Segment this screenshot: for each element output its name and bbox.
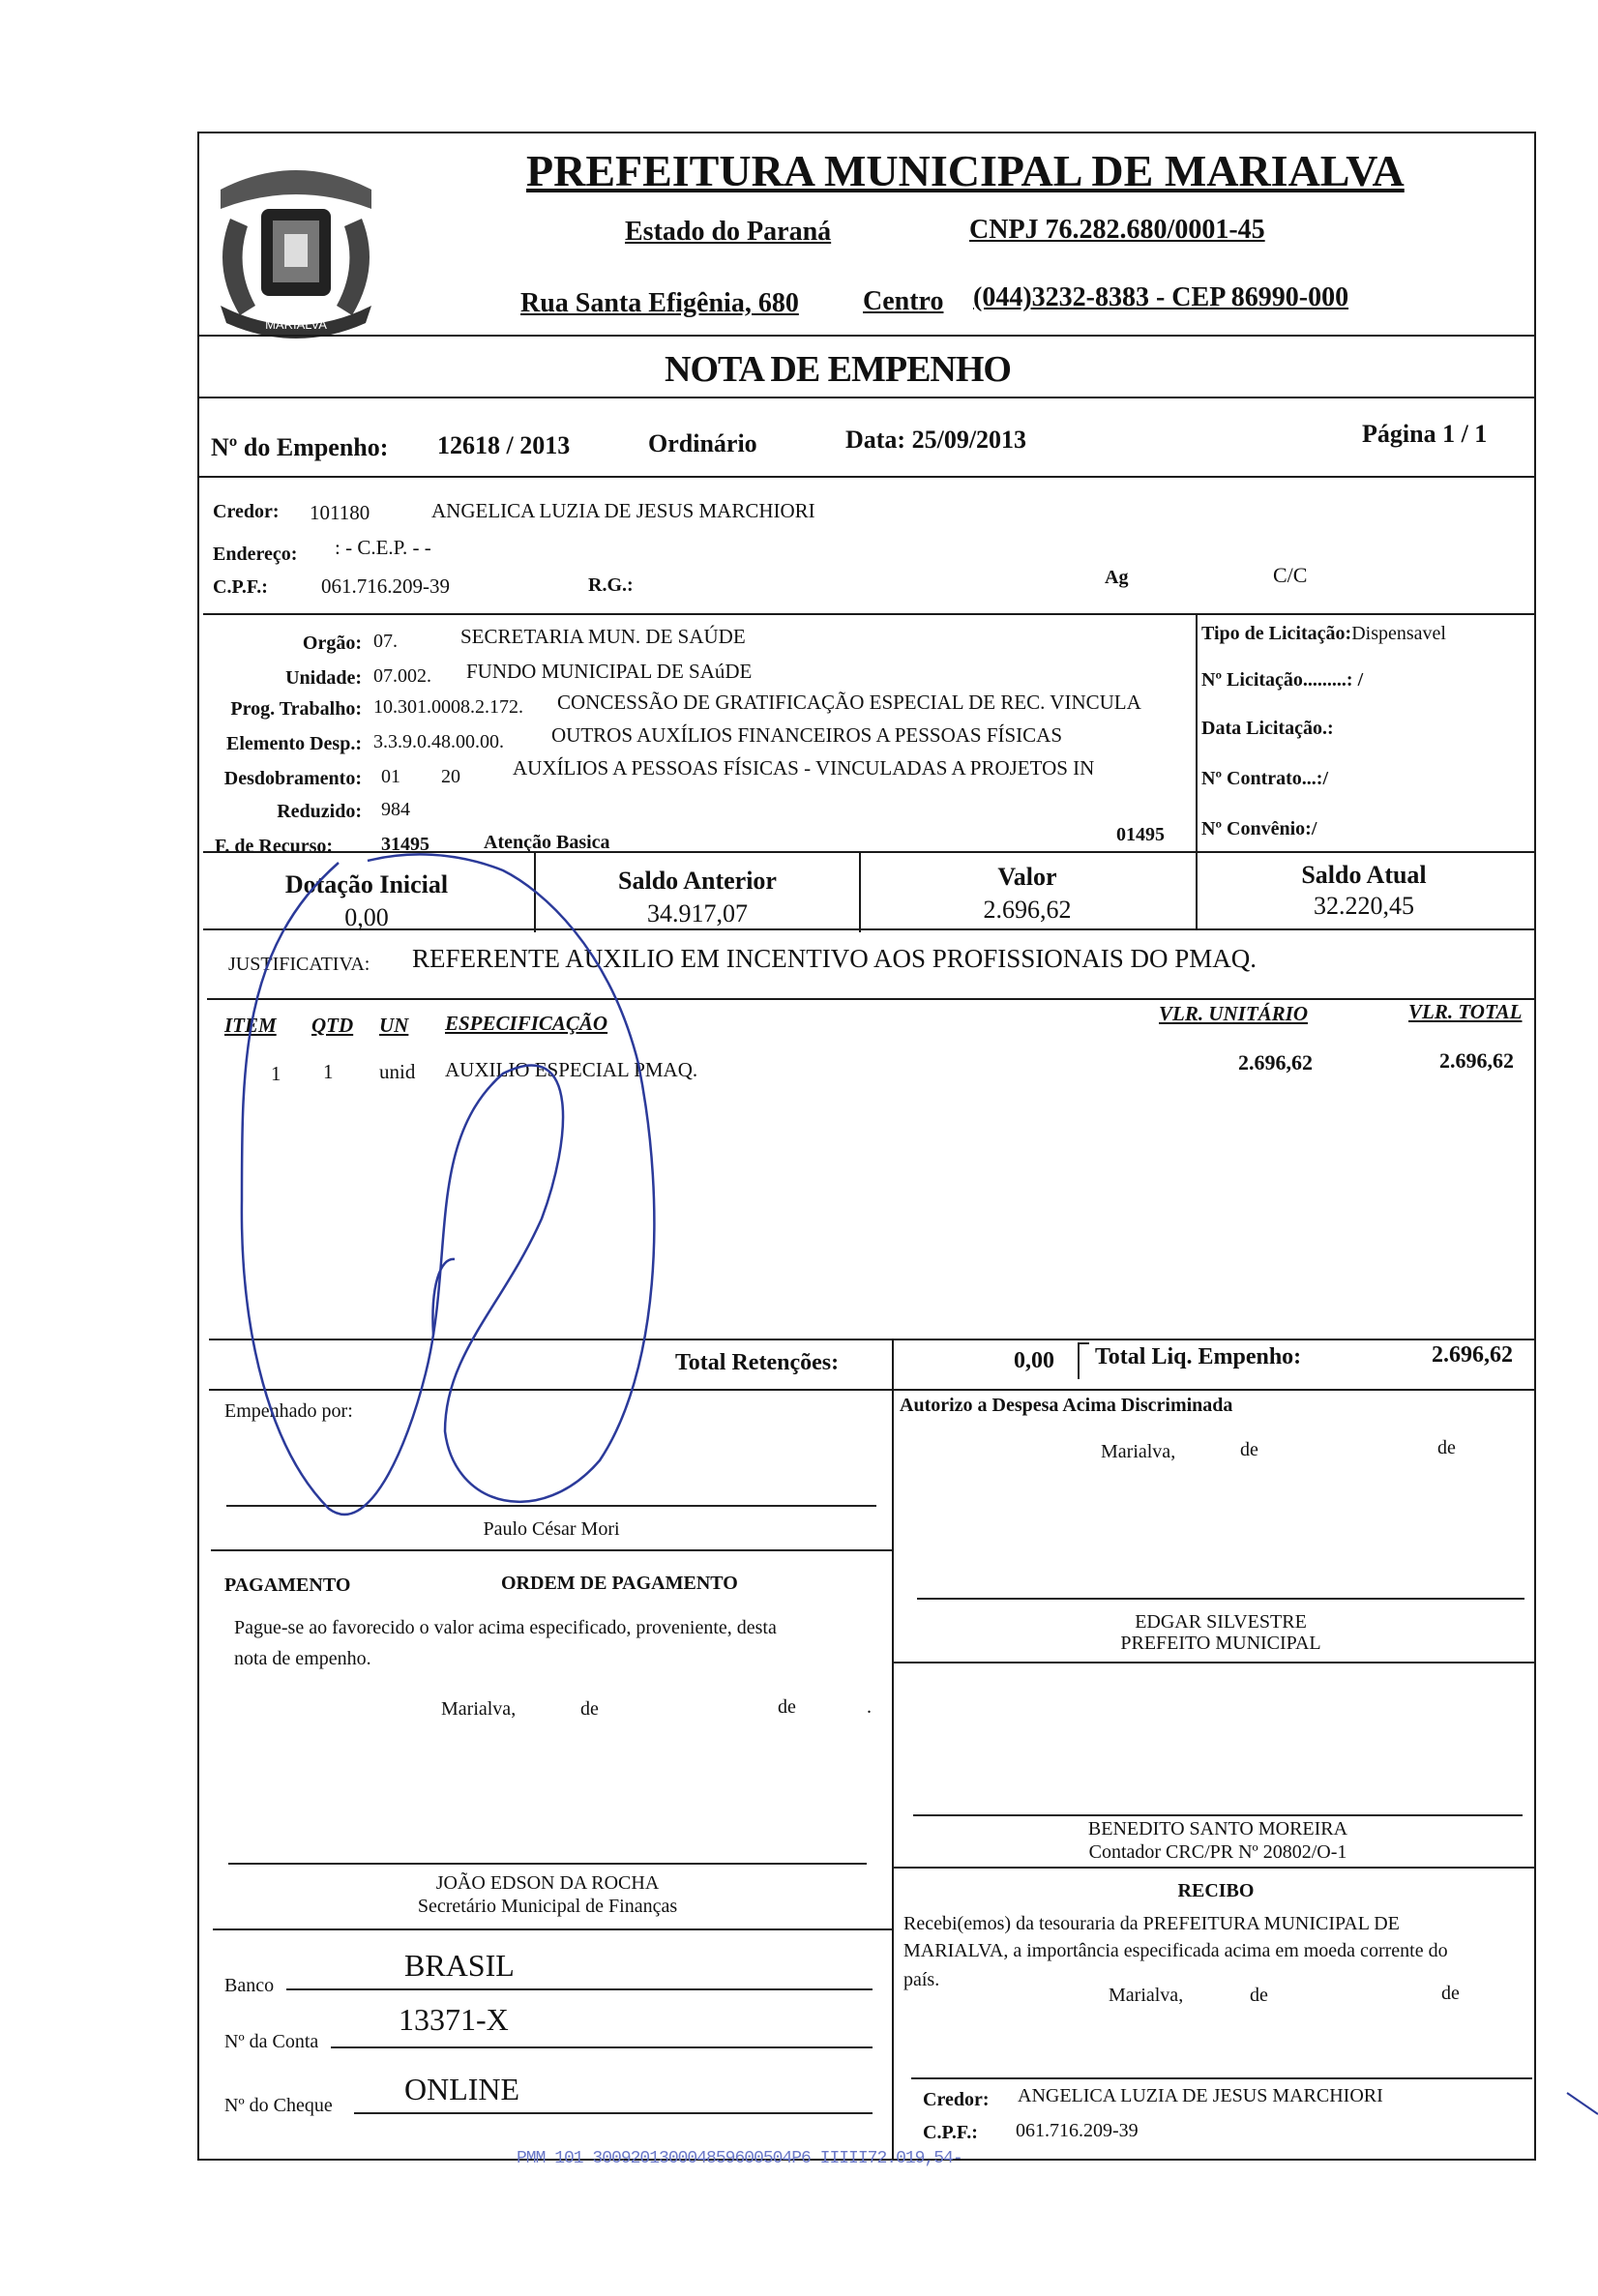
- recibo-de2: de: [1441, 1983, 1460, 2004]
- recibo-signature-line: [911, 2077, 1532, 2079]
- doc-title: NOTA DE EMPENHO: [665, 349, 1011, 390]
- row-item: 1: [271, 1062, 281, 1085]
- autorizo-divider: [892, 1662, 1536, 1663]
- autorizo-de2: de: [1437, 1437, 1456, 1458]
- dotacao-label: Dotação Inicial: [284, 870, 449, 898]
- orgao-name: SECRETARIA MUN. DE SAÚDE: [460, 625, 746, 648]
- header-state: Estado do Paraná: [625, 217, 832, 247]
- banco-label: Banco: [224, 1975, 275, 1996]
- credor-code: 101180: [310, 501, 370, 524]
- row-qtd: 1: [323, 1060, 334, 1083]
- liq-bracket-icon: [1078, 1342, 1089, 1379]
- data-licitacao: Data Licitação.:: [1201, 718, 1334, 739]
- pagamento-text1: Pague-se ao favorecido o valor acima especificado, proveniente, desta: [234, 1617, 777, 1638]
- autorizo-city: Marialva,: [1101, 1441, 1176, 1462]
- atual-label: Saldo Atual: [1301, 861, 1427, 889]
- numero-contrato: Nº Contrato...:/: [1201, 768, 1329, 789]
- empenhado-label: Empenhado por:: [224, 1400, 353, 1422]
- header-district: Centro: [863, 286, 944, 316]
- payment-stamp: PMM 101 300920130004859600504P6 IIIII72.019,54-: [517, 2149, 962, 2168]
- pagamento-divider: [213, 1928, 894, 1930]
- cheque-label: Nº do Cheque: [224, 2095, 333, 2116]
- desdob-name: AUXÍLIOS A PESSOAS FÍSICAS - VINCULADAS A PROJETOS IN: [513, 756, 1095, 780]
- tipo-licitacao-text: Tipo de Licitação:: [1201, 623, 1352, 644]
- liq-value: 2.696,62: [1432, 1342, 1513, 1368]
- desdob-label: Desdobramento:: [223, 768, 362, 789]
- crest-text: MARIALVA: [265, 317, 327, 332]
- rg-label: R.G.:: [588, 574, 634, 596]
- autorizo-title: Autorizo a Despesa Acima Discriminada: [900, 1395, 1233, 1416]
- row-un: unid: [379, 1060, 416, 1083]
- header-title: PREFEITURA MUNICIPAL DE MARIALVA: [526, 146, 1405, 195]
- header-cnpj: CNPJ 76.282.680/0001-45: [969, 215, 1265, 245]
- elemento-label: Elemento Desp.:: [226, 733, 362, 754]
- valor-value: 2.696,62: [983, 896, 1072, 924]
- contador-divider: [892, 1867, 1536, 1869]
- totals-divider: [892, 1339, 894, 1391]
- saldo-divider-1: [534, 851, 536, 932]
- recurso-value: 31495: [381, 834, 429, 855]
- credor-label: Credor:: [213, 501, 280, 522]
- valor-label: Valor: [997, 863, 1057, 891]
- pagamento-dot: .: [867, 1696, 872, 1718]
- empenhado-name: Paulo César Mori: [483, 1518, 620, 1540]
- items-bottom-divider: [209, 1339, 1536, 1340]
- dotacao-value: 0,00: [344, 903, 389, 931]
- autorizo-signer: EDGAR SILVESTRE: [1135, 1611, 1307, 1633]
- cpf-label: C.P.F.:: [213, 576, 268, 598]
- pagamento-signer: JOÃO EDSON DA ROCHA: [435, 1872, 660, 1894]
- row-total: 2.696,62: [1439, 1048, 1514, 1073]
- recibo-text3: país.: [903, 1969, 940, 1990]
- retencoes-label: Total Retenções:: [675, 1350, 840, 1375]
- recibo-text2: MARIALVA, a importância especificada acima em moeda corrente do: [903, 1940, 1448, 1961]
- row-unit: 2.696,62: [1238, 1050, 1313, 1074]
- empenho-divider: [199, 476, 1534, 478]
- desdob-code1: 01: [381, 766, 400, 787]
- pagamento-de1: de: [580, 1698, 599, 1720]
- unidade-label: Unidade:: [285, 667, 362, 689]
- budget-divider: [203, 851, 1536, 853]
- elemento-name: OUTROS AUXÍLIOS FINANCEIROS A PESSOAS FÍSICAS: [551, 723, 1063, 747]
- autorizo-de1: de: [1240, 1439, 1258, 1460]
- recibo-credor: ANGELICA LUZIA DE JESUS MARCHIORI: [1018, 2085, 1383, 2106]
- empenhado-signature-line: [226, 1505, 876, 1507]
- header-phone-cep: (044)3232-8383 - CEP 86990-000: [973, 282, 1349, 312]
- credor-divider: [203, 613, 1536, 615]
- recibo-cpf-label: C.P.F.:: [923, 2122, 978, 2143]
- header-divider: [199, 335, 1534, 337]
- cheque-value: ONLINE: [404, 2072, 520, 2106]
- recibo-cpf: 061.716.209-39: [1016, 2120, 1139, 2141]
- contador-signature-line: [913, 1814, 1523, 1816]
- elemento-code: 3.3.9.0.48.00.00.: [373, 731, 504, 752]
- empenho-number: 12618 / 2013: [437, 431, 571, 459]
- conta-value: 13371-X: [399, 2002, 509, 2037]
- reduzido-label: Reduzido:: [277, 801, 362, 822]
- cc-label: C/C: [1273, 563, 1308, 587]
- unidade-name: FUNDO MUNICIPAL DE SAúDE: [466, 660, 753, 683]
- col-total: VLR. TOTAL: [1408, 1000, 1523, 1023]
- justificativa-label: JUSTIFICATIVA:: [228, 954, 370, 975]
- anterior-value: 34.917,07: [647, 899, 748, 927]
- atual-value: 32.220,45: [1314, 892, 1414, 920]
- saldos-divider: [203, 928, 1536, 930]
- cheque-line: [354, 2112, 873, 2114]
- reduzido-value: 984: [381, 799, 410, 820]
- recurso-code: 01495: [1116, 824, 1165, 845]
- orgao-code: 07.: [373, 631, 398, 652]
- pagamento-signer-role: Secretário Municipal de Finanças: [417, 1896, 678, 1917]
- anterior-label: Saldo Anterior: [618, 867, 777, 895]
- empenho-type: Ordinário: [648, 429, 757, 457]
- title-divider: [199, 397, 1534, 398]
- prog-label: Prog. Trabalho:: [230, 698, 362, 720]
- ag-label: Ag: [1105, 567, 1129, 588]
- tipo-licitacao-value: Dispensavel: [1351, 623, 1446, 644]
- credor-name: ANGELICA LUZIA DE JESUS MARCHIORI: [431, 499, 815, 522]
- endereco-value: : - C.E.P. - -: [335, 536, 431, 559]
- desdob-code2: 20: [441, 766, 460, 787]
- row-spec: AUXILIO ESPECIAL PMAQ.: [445, 1058, 698, 1081]
- municipal-crest-icon: [201, 151, 391, 350]
- totals-divider-line: [209, 1389, 1536, 1391]
- contador-name: BENEDITO SANTO MOREIRA: [1087, 1818, 1348, 1840]
- recibo-city: Marialva,: [1109, 1985, 1184, 2006]
- col-item: ITEM: [224, 1014, 277, 1037]
- recurso-name: Atenção Basica: [484, 832, 610, 853]
- recibo-title: RECIBO: [1177, 1880, 1255, 1901]
- col-un: UN: [379, 1014, 409, 1037]
- empenho-label: Nº do Empenho:: [211, 433, 389, 461]
- numero-licitacao: Nº Licitação.........: /: [1201, 669, 1364, 691]
- empenho-page: Página 1 / 1: [1362, 420, 1488, 448]
- pagamento-signature-line: [228, 1863, 867, 1865]
- prog-name: CONCESSÃO DE GRATIFICAÇÃO ESPECIAL DE REC. VINCULA: [557, 691, 1141, 714]
- pagamento-de2: de: [778, 1696, 796, 1718]
- justificativa-divider: [207, 998, 1536, 1000]
- lower-center-divider: [892, 1389, 894, 2159]
- pagamento-city: Marialva,: [441, 1698, 517, 1720]
- cpf-value: 061.716.209-39: [321, 574, 450, 598]
- autorizo-signer-role: PREFEITO MUNICIPAL: [1120, 1633, 1321, 1654]
- recurso-label: F. de Recurso:: [215, 836, 334, 857]
- col-spec: ESPECIFICAÇÃO: [445, 1012, 608, 1035]
- recibo-de1: de: [1250, 1985, 1268, 2006]
- banco-value: BRASIL: [404, 1948, 515, 1983]
- col-qtd: QTD: [311, 1014, 354, 1037]
- justificativa-text: REFERENTE AUXILIO EM INCENTIVO AOS PROFISSIONAIS DO PMAQ.: [412, 944, 1258, 973]
- recibo-credor-label: Credor:: [923, 2089, 990, 2110]
- conta-line: [331, 2046, 873, 2048]
- conta-label: Nº da Conta: [224, 2031, 319, 2052]
- endereco-label: Endereço:: [213, 544, 298, 565]
- col-unit: VLR. UNITÁRIO: [1159, 1002, 1309, 1025]
- tipo-licitacao-label: [1201, 623, 1446, 645]
- prog-code: 10.301.0008.2.172.: [373, 696, 523, 718]
- numero-convenio: Nº Convênio:/: [1201, 818, 1317, 839]
- unidade-code: 07.002.: [373, 665, 431, 687]
- banco-line: [286, 1988, 873, 1990]
- orgao-label: Orgão:: [302, 633, 362, 654]
- empenho-date: Data: 25/09/2013: [845, 426, 1027, 454]
- empenhado-divider: [211, 1549, 894, 1551]
- liq-label: Total Liq. Empenho:: [1095, 1344, 1302, 1369]
- header-address: Rua Santa Efigênia, 680: [520, 288, 799, 318]
- pagamento-text2: nota de empenho.: [234, 1648, 371, 1669]
- recibo-text1: Recebi(emos) da tesouraria da PREFEITURA MUNICIPAL DE: [903, 1913, 1400, 1934]
- contador-role: Contador CRC/PR Nº 20802/O-1: [1088, 1841, 1347, 1863]
- pagamento-label: PAGAMENTO: [224, 1575, 351, 1596]
- retencoes-value: 0,00: [1014, 1348, 1054, 1373]
- autorizo-signature-line: [917, 1598, 1524, 1600]
- ordem-pagamento: ORDEM DE PAGAMENTO: [501, 1573, 738, 1594]
